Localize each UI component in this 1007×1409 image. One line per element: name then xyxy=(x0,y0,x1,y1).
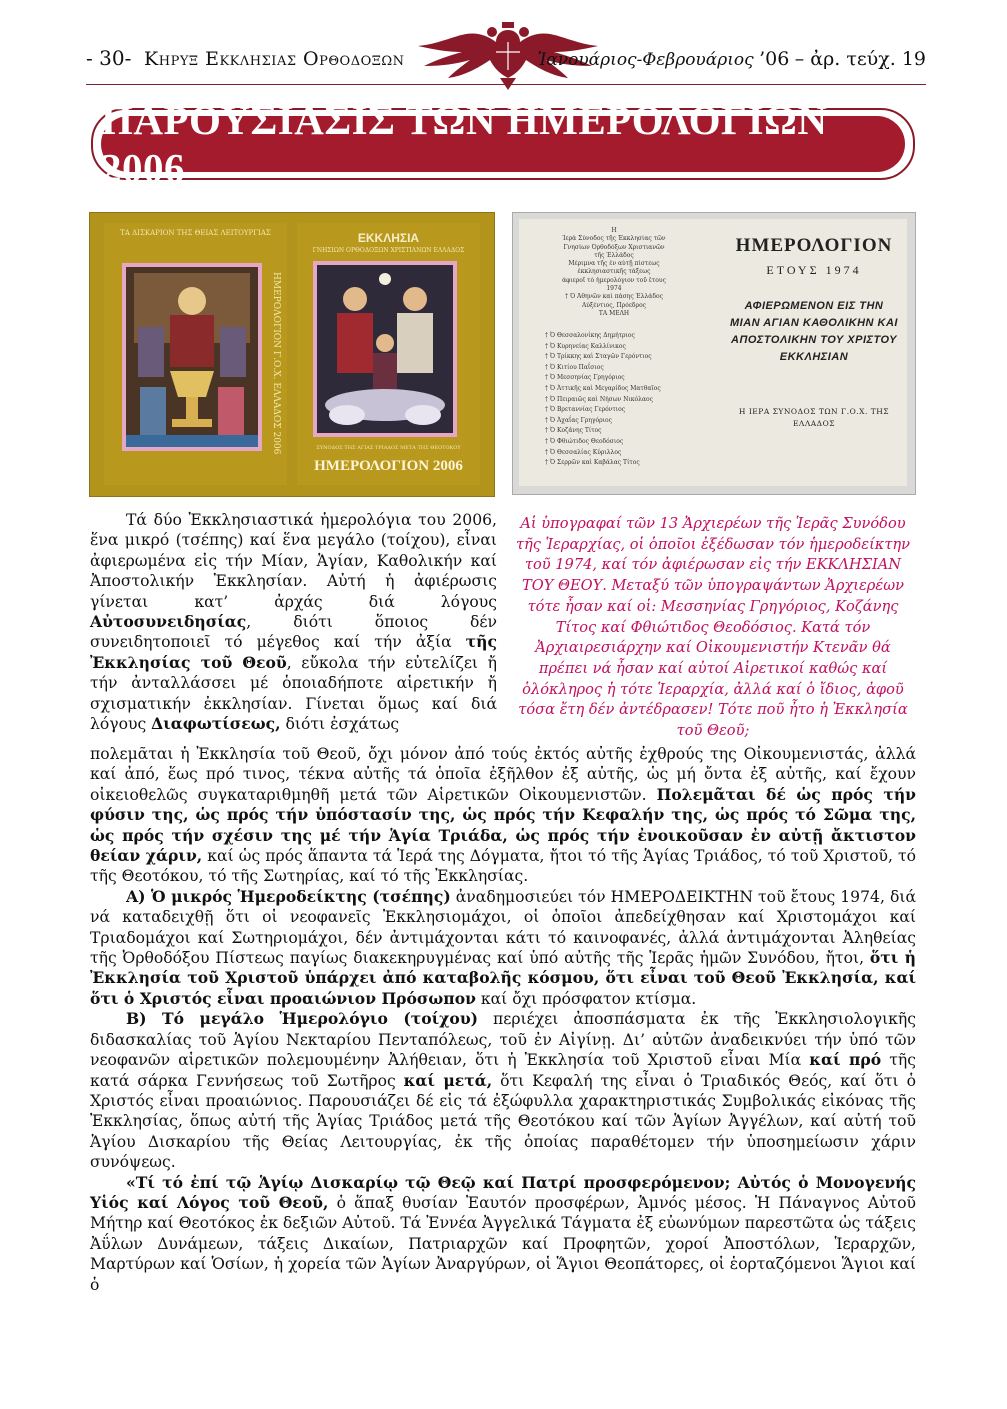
pocket-calendar-spine: ΗΜΕΡΟΛΟΓΙΟΝ Γ.Ο.Χ. ΕΛΛΑΔΟΣ 2006 xyxy=(271,271,281,455)
list-item: † Ὁ Ἀχαΐας Γρηγόριος xyxy=(545,416,612,424)
paragraph-2 xyxy=(90,887,916,1009)
intro-text: , εὔκολα τήν εὐτελίζει ἤ τήν ἀνταλλάσσει μέ ὁποιαδήποτε αἱρετικήν ἤ σχισματικήν ἐκκλησίαν. Γίνεται ὅμως καί διά λόγους xyxy=(90,653,497,734)
calendar-1974-title: ΗΜΕΡΟΛΟΓΙΟΝ xyxy=(735,235,893,256)
paragraph-text: ὁ ἅπαξ θυσίαν Ἑαυτόν προσφέρων, Ἀμνός μέσος. Ἡ Πάναγνος Αὐτοῦ Μήτηρ καί Θεοτόκος ἐκ δεξιῶν Αὐτοῦ. Τά Ἐννέα Ἀγγελικά Τάγματα ἐξ εὐωνύμων παρεστῶτα ὡς τάξεις Ἀΰλων Δυνάμεων, τάξεις Δικαίων, Πατριαρχῶν καί Προφητῶν, χοροί Ἀποστόλων, Ἱεραρχῶν, Μαρτύρων καί Ὁσίων, ἡ χορεία τῶν Ἁγίων Ἀναργύρων, οἱ Ἅγιοι Θεοπάτορες, οἱ ἑορταζόμενοι Ἅγιοι καί ὁ xyxy=(90,1193,916,1294)
photo-caption: Αἱ ὑπογραφαί τῶν 13 Ἀρχιερέων τῆς Ἱερᾶς Συνόδου τῆς Ἱεραρχίας, οἱ ὁποῖοι ἐξέδωσαν τόν ἡμεροδείκτην τοῦ 1974, καί τόν ἀφιέρωσαν εἰς τήν ΕΚΚΛΗΣΙΑΝ ΤΟΥ ΘΕΟΥ. Μεταξύ τῶν ὑπογραψάντων Ἀρχιερέων τότε ἦσαν καί οἱ: Μεσσηνίας Γρηγόριος, Κοζάνης Τίτος καί Φθιώτιδος Θεοδόσιος. Κατά τόν Ἀρχιαιρεσιάρχην καί Οἰκουμενιστήν Κτενᾶν θά πρέπει νά ἦσαν καί αὐτοί Αἱρετικοί καθώς καί ὁλόκληρος ἡ τότε Ἱεραρχία, ἀλλά καί ὁ ἴδιος, ἀφοῦ τόσα ἔτη δέν ἀντέδρασεν! Τότε ποῦ ἦτο ἡ Ἐκκλησία τοῦ Θεοῦ; xyxy=(515,515,911,740)
page-line: † Ὁ Ἀθηνῶν καὶ πάσης Ἑλλάδος xyxy=(565,293,663,301)
trinity-icon-image xyxy=(313,261,457,437)
body-column xyxy=(90,744,916,1295)
pocket-calendar-cover xyxy=(104,223,287,485)
list-item: † Ὁ Θεσσαλονίκης Δημήτριος xyxy=(545,332,635,339)
list-item: † Ὁ Ἀττικῆς καὶ Μεγαρίδος Ματθαῖος xyxy=(545,384,661,392)
list-item: † Ὁ Κοζάνης Τίτος xyxy=(545,427,602,435)
section-a-heading: Α) Ὁ μικρός Ἡμεροδείκτης (τσέπης) xyxy=(126,886,451,906)
calendars-2006-photo xyxy=(89,212,495,497)
wall-calendar-note: ΣΥΝΟΔΟΣ ΤΗΣ ΑΓΙΑΣ ΤΡΙΑΔΟΣ ΜΕΤΑ ΤΗΣ ΘΕΟΤΟΚΟΥ xyxy=(316,445,461,451)
calendar-1974-signatures-page xyxy=(529,227,699,482)
wall-calendar-subtitle: ΓΝΗΣΙΩΝ ΟΡΘΟΔΟΞΩΝ ΧΡΙΣΤΙΑΝΩΝ ΕΛΛΑΔΟΣ xyxy=(312,247,465,254)
paragraph-text: καί ὡς πρός ἅπαντα τά Ἱερά της Δόγματα, ἤτοι τό τῆς Ἁγίας Τριάδος, τό τοῦ Χριστοῦ, τό τῆς Θεοτόκου, τό τῆς Σωτηρίας, καί τό τῆς Ἐκκλησίας. xyxy=(90,847,916,886)
trinity-icon xyxy=(317,265,453,433)
paragraph-text: τῆς κατά σάρκα Γεννήσεως τοῦ Σωτῆρος xyxy=(90,1051,916,1090)
paragraph-text: πολεμᾶται ἡ Ἐκκλησία τοῦ Θεοῦ, ὄχι μόνον ἀπό τούς ἐκτός αὐτῆς ἐχθρούς της Οἰκουμενιστάς, ἀλλά καί ἀπό, ἕως πρό τινος, τέκνα αὐτῆς τά ὁποῖα ἐξῆλθον ἐξ αὐτῆς, ὡς μή ὄντα ἐξ αὐτῆς, καί ἔχουν οἰκειοθελῶς συγκαταριθμηθῆ μετά τῶν Αἱρετικῶν Οἰκουμενιστῶν. xyxy=(90,745,916,804)
paragraph-text: ἀναδημοσιεύει τόν ΗΜΕΡΟΔΕΙΚΤΗΝ τοῦ ἔτους 1974, διά νά καταδειχθῇ ὅτι οἱ νεοφανεῖς Ἐκκλησιομάχοι, οἱ ὁποῖοι ἀπεδείχθησαν καί Χριστομάχοι καί Τριαδομάχοι καί Σωτηριομάχοι, δέν ἀντιμάχονται κάτι τό καινοφανές, ἀλλά ἀντιμάχονται Ἀληθείας τῆς Ὀρθοδόξου Πίστεως παγίως διακεκηρυγμένας καί ὑπό αὐτῆς τῆς Ἱερᾶς ἡμῶν Συνόδου, ἤτοι, xyxy=(90,887,916,968)
intro-text: , διότι ὅποιος δέν συνειδητοποιεῖ τό μέγεθος καί τήν ἀξία xyxy=(90,613,497,652)
intro-bold: Αὐτοσυνειδησίας xyxy=(90,612,247,632)
page-line: ἀφιεροῖ τὸ ἡμερολόγιον τοῦ ἔτους xyxy=(562,276,666,284)
paragraph-3 xyxy=(90,1009,916,1172)
paragraph-bold: ὅτι ἡ Ἐκκλησία τοῦ Χριστοῦ ὑπάρχει ἀπό καταβολῆς κόσμου, ὅτι εἶναι τοῦ Θεοῦ Ἐκκλησία, καί ὅτι ὁ Χριστός εἶναι προαιώνιον Πρόσωπον xyxy=(90,948,916,1008)
intro-paragraph xyxy=(90,510,497,734)
page-line: Ἱερὰ Σύνοδος τῆς Ἐκκλησίας τῶν xyxy=(562,235,666,243)
page-line: ἐκκλησιαστικῆς τάξεως xyxy=(577,268,651,276)
page-line: Γνησίων Ὀρθοδόξων Χριστιανῶν xyxy=(563,243,665,251)
intro-bold: Διαφωτίσεως, xyxy=(151,714,281,734)
list-item: † Ὁ Κυρηνείας Καλλίνικος xyxy=(545,342,626,350)
issue-number: – ἀρ. τεύχ. 19 xyxy=(794,48,926,70)
paragraph-bold: καί μετά, xyxy=(403,1070,493,1090)
diskarion-icon xyxy=(126,267,258,447)
article-title: ΠΑΡΟΥΣΙΑΣΙΣ ΤΩΝ ΗΜΕΡΟΛΟΓΙΩΝ 2006 xyxy=(101,116,905,172)
paragraph-bold: καί πρό xyxy=(809,1050,882,1070)
page-line: Μέριμνα τῆς ἐν αὐτῇ πίστεως xyxy=(568,260,660,268)
intro-text: Τά δύο Ἐκκλησιαστικά ἡμερολόγια του 2006, ἕνα μικρό (τσέπης) καί ἕνα μεγάλο (τοίχου), εἶναι ἀφιερωμένα εἰς τήν Μίαν, Ἁγίαν, Καθολικήν καί Ἀποστολικήν Ἐκκλησίαν. Αὐτή ἡ ἀφιέρωσις γίνεται κατ’ ἀρχάς διά λόγους xyxy=(90,511,497,611)
page-line: 1974 xyxy=(606,285,622,293)
pocket-calendar-header: ΤΑ ΔΙΣΚΑΡΙΟΝ ΤΗΣ ΘΕΙΑΣ ΛΕΙΤΟΥΡΓΙΑΣ xyxy=(120,229,271,237)
page-number: - 30- xyxy=(86,46,132,70)
calendar-1974-open-page xyxy=(519,219,907,486)
wall-calendar-year: ΗΜΕΡΟΛΟΓΙΟΝ 2006 xyxy=(314,458,463,474)
intro-bold: τῆς Ἐκκλησίας τοῦ Θεοῦ xyxy=(90,632,497,672)
list-item: † Ὁ Σερρῶν καὶ Καβάλας Τίτος xyxy=(545,459,640,467)
page-line: Αὐξέντιος, Πρόεδρος xyxy=(581,301,647,309)
header-rule xyxy=(86,84,926,85)
page-line: τῆς Ἑλλάδος xyxy=(594,251,634,259)
list-item: † Ὁ Πειραιῶς καὶ Νήσων Νικόλαος xyxy=(545,395,653,403)
issue-year: ’06 xyxy=(759,48,790,70)
diskarion-icon-image xyxy=(122,263,262,451)
paragraph-4 xyxy=(90,1173,916,1295)
wall-calendar-cover xyxy=(297,223,480,485)
title-banner-frame xyxy=(91,97,915,191)
quote-bold: «Τί τό ἐπί τῷ Ἁγίῳ Δισκαρίῳ τῷ Θεῷ καί Πατρί προσφερόμενον; Αὐτός ὁ Μονογενής Υἱός καί Λόγος τοῦ Θεοῦ, xyxy=(90,1172,916,1212)
calendar-1974-title-page xyxy=(729,227,899,482)
paragraph-1 xyxy=(90,744,916,887)
wall-calendar-title: ΕΚΚΛΗΣΙΑ xyxy=(357,231,420,245)
list-item: † Ὁ Κιτίου Παΐσιος xyxy=(545,363,604,371)
calendar-1974-synod: Η ΙΕΡΑ ΣΥΝΟΔΟΣ ΤΩΝ Γ.Ο.Χ. ΤΗΣ ΕΛΛΑΔΟΣ xyxy=(738,407,890,428)
intro-text: διότι ἐσχάτως xyxy=(280,715,400,734)
signatories-list xyxy=(545,331,685,469)
list-item: † Ὁ Βρεταννίας Γερόντιος xyxy=(545,406,626,414)
section-b-heading: Β) Τό μεγάλο Ἡμερολόγιο (τοίχου) xyxy=(126,1009,479,1029)
list-item: † Ὁ Φθιώτιδος Θεοδόσιος xyxy=(545,437,624,445)
issue-date: Ἰανουάριος-Φεβρουάριος xyxy=(537,50,754,70)
paragraph-bold: Πολεμᾶται δέ ὡς πρός τήν φύσιν της, ὡς πρός τήν ὑπόστασίν της, ὡς πρός τήν Κεφαλήν της, ὡς πρός τό Σῶμα της, ὡς πρός τήν σχέσιν της μέ τήν Ἁγία Τριάδα, ὡς πρός τήν ἐνοικοῦσαν ἐν αὐτῇ ἄκτιστον θείαν χάριν, xyxy=(90,784,916,866)
list-item: † Ὁ Τρίκκης καὶ Σταγῶν Γερόντιος xyxy=(545,353,652,361)
list-item: † Ὁ Θεσσαλίας Κύριλλος xyxy=(545,448,622,456)
header-left xyxy=(86,46,405,70)
paragraph-text: καί ὄχι πρόσφατον κτίσμα. xyxy=(475,989,697,1008)
magazine-title: Κηρυξ Εκκλησιας Ορθοδοξων xyxy=(144,48,405,70)
page-line: ΤΑ ΜΕΛΗ xyxy=(598,309,630,317)
page-line: Η xyxy=(611,227,617,234)
paragraph-text: ὅτι Κεφαλή της εἶναι ὁ Τριαδικός Θεός, καί ὅτι ὁ Χριστός εἶναι προαιώνιος. Παρουσιάζει δέ εἰς τά ἐξώφυλλα χαρακτηριστικάς Συμβολικάς εἰκόνας τῆς Ἐκκλησίας, ὅπως αὐτή τῆς Ἁγίας Τριάδος μετά τῆς Θεοτόκου καί τῶν Ἁγίων Ἀγγέλων, καί αὐτή τοῦ Ἁγίου Δισκαρίου τῆς Θείας Λειτουργίας, ἐκ τῆς ὁποίας παραθέτομεν τήν ὑποσημείωσιν χάριν συνόψεως. xyxy=(90,1071,916,1172)
calendar-1974-year: ΕΤΟΥΣ 1974 xyxy=(766,263,862,277)
paragraph-text: περιέχει ἀποσπάσματα ἐκ τῆς Ἐκκλησιολογικῆς διδασκαλίας τοῦ Ἁγίου Νεκταρίου Πενταπόλεως, τοῦ ἐν Αἰγίνῃ. Δι’ αὐτῶν ἀναδεικνύει τήν ὑπό τῶν νεοφανῶν αἱρετικῶν πολεμουμένην Ἀλήθειαν, ὅτι ἡ Ἐκκλησία τοῦ Χριστοῦ εἶναι Μία xyxy=(90,1010,916,1070)
issue-info xyxy=(537,48,926,70)
running-header xyxy=(86,40,926,84)
calendar-1974-photo xyxy=(512,212,916,495)
list-item: † Ὁ Μεσσηνίας Γρηγόριος xyxy=(545,374,625,382)
calendar-1974-dedication: ΑΦΙΕΡΩΜΕΝΟΝ ΕΙΣ ΤΗΝ ΜΙΑΝ ΑΓΙΑΝ ΚΑΘΟΛΙΚΗΝ ΚΑΙ ΑΠΟΣΤΟΛΙΚΗΝ ΤΟΥ ΧΡΙΣΤΟΥ ΕΚΚΛΗΣΙΑΝ xyxy=(729,300,898,363)
